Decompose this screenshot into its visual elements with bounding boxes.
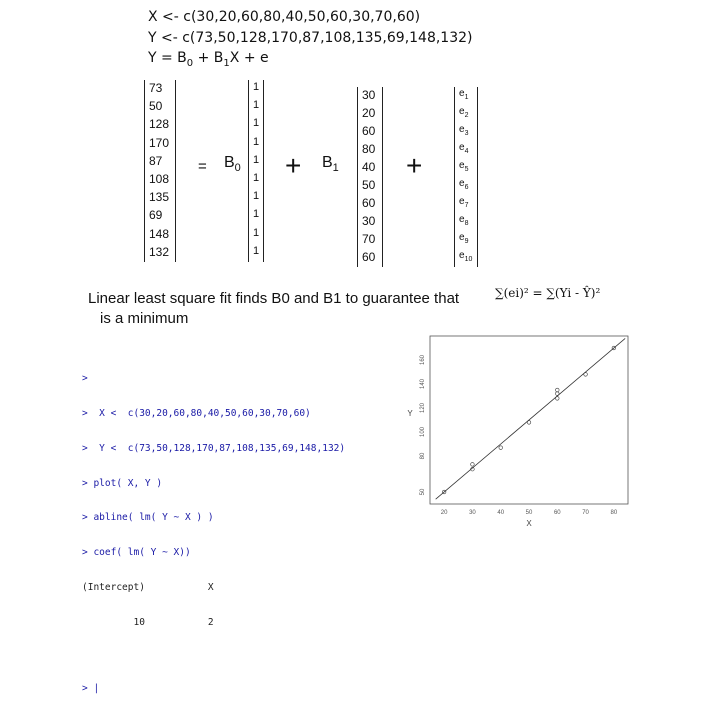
matrix-cell: 1 [253, 99, 260, 112]
matrix-cell: 70 [362, 232, 376, 246]
matrix-cell: 1 [253, 135, 260, 148]
matrix-cell: $e_2$ [459, 106, 469, 119]
matrix-cell: 50 [149, 99, 163, 114]
ones-vector [248, 80, 264, 262]
console-output-header: (Intercept) X [82, 581, 214, 593]
console-line: > X < c(30,20,60,80,40,50,60,30,70,60) [82, 407, 311, 419]
sum-squares-formula: ∑(ei)² = ∑(Yi - Ŷ)² [495, 286, 601, 300]
console-line: > plot( X, Y ) [82, 477, 163, 489]
matrix-cell: $e_5$ [459, 160, 469, 173]
matrix-cell: 80 [362, 142, 376, 156]
matrix-cell: 40 [362, 160, 376, 174]
data-point [527, 421, 531, 425]
y-tick-label: 80 [420, 452, 426, 460]
matrix-cell: $e_6$ [459, 178, 469, 191]
r-console [82, 350, 345, 706]
y-tick-label: 100 [420, 426, 426, 438]
b1-coefficient: $B_1$ [322, 154, 339, 175]
matrix-cell: 148 [149, 226, 170, 241]
matrix-cell: 1 [253, 117, 260, 130]
matrix-cell: 60 [362, 196, 376, 210]
matrix-cell: 50 [362, 178, 376, 192]
matrix-cell: 128 [149, 117, 170, 132]
matrix-cell: 87 [149, 153, 163, 168]
x-tick-label: 70 [582, 510, 589, 516]
matrix-cell: 1 [253, 190, 260, 203]
x-tick-label: 40 [497, 510, 505, 516]
matrix-cell: $e_7$ [459, 196, 469, 209]
data-point [555, 388, 559, 392]
y-tick-label: 160 [420, 354, 426, 366]
matrix-cell: $e_8$ [459, 214, 469, 227]
console-line: > [82, 373, 94, 385]
data-point [499, 446, 503, 450]
scatter-plot [400, 330, 635, 530]
console-line: > coef( lm( Y ~ X)) [82, 547, 191, 559]
matrix-cell: 1 [253, 244, 260, 257]
x-definition: X <- c(30,20,60,80,40,50,60,30,70,60) [148, 9, 421, 25]
console-prompt[interactable]: > | [82, 682, 100, 694]
y-tick-label: 50 [420, 488, 426, 496]
equals-sign: = [198, 158, 207, 175]
matrix-cell: 30 [362, 214, 376, 228]
matrix-cell: 1 [253, 226, 260, 239]
matrix-cell: 108 [149, 172, 170, 186]
matrix-cell: $e_1$ [459, 88, 469, 101]
model-equation: $Y = B_0 + B_1X + e$ [148, 50, 269, 69]
data-point [584, 373, 588, 377]
matrix-cell: 1 [253, 172, 260, 184]
b0-coefficient: $B_0$ [224, 154, 241, 175]
data-point [555, 392, 559, 396]
x-tick-label: 50 [525, 510, 533, 516]
plus-sign-1: + [285, 150, 302, 181]
matrix-cell: 1 [253, 208, 260, 221]
matrix-cell: 20 [362, 106, 376, 120]
matrix-cell: 132 [149, 244, 170, 259]
statement-line-2: is a minimum [100, 310, 189, 327]
matrix-cell: $e_9$ [459, 232, 469, 245]
data-point [471, 463, 475, 467]
matrix-cell: 60 [362, 250, 376, 264]
x-tick-label: 30 [469, 510, 476, 516]
matrix-cell: 69 [149, 208, 163, 223]
matrix-cell: $e_{10}$ [459, 250, 473, 263]
matrix-cell: $e_4$ [459, 142, 469, 155]
x-vector [357, 87, 383, 267]
console-line: > Y < c(73,50,128,170,87,108,135,69,148,132) [82, 442, 346, 454]
data-point [555, 397, 559, 401]
matrix-cell: 170 [149, 135, 170, 150]
x-tick-label: 20 [440, 510, 448, 516]
y-tick-label: 120 [420, 402, 426, 414]
y-definition: Y <- c(73,50,128,170,87,108,135,69,148,132) [148, 30, 473, 46]
matrix-cell: 1 [253, 81, 260, 93]
x-tick-label: 80 [610, 510, 618, 516]
console-line: > abline( lm( Y ~ X ) ) [82, 512, 214, 524]
y-vector [144, 80, 176, 262]
x-axis-label: X [526, 519, 532, 528]
matrix-cell: 135 [149, 190, 170, 205]
matrix-cell: $e_3$ [459, 124, 469, 137]
x-tick-label: 60 [553, 510, 561, 516]
matrix-cell: 60 [362, 124, 376, 138]
y-tick-label: 140 [420, 378, 426, 390]
y-axis-label: Y [407, 409, 413, 418]
statement-line-1: Linear least square fit finds B0 and B1 to guarantee that [88, 290, 460, 307]
matrix-cell: 1 [253, 153, 260, 166]
matrix-cell: 73 [149, 81, 163, 95]
matrix-cell: 30 [362, 88, 376, 102]
console-output-values: 10 2 [82, 616, 214, 628]
plus-sign-2: + [406, 150, 423, 181]
regression-line [436, 338, 626, 499]
error-vector [454, 87, 478, 267]
